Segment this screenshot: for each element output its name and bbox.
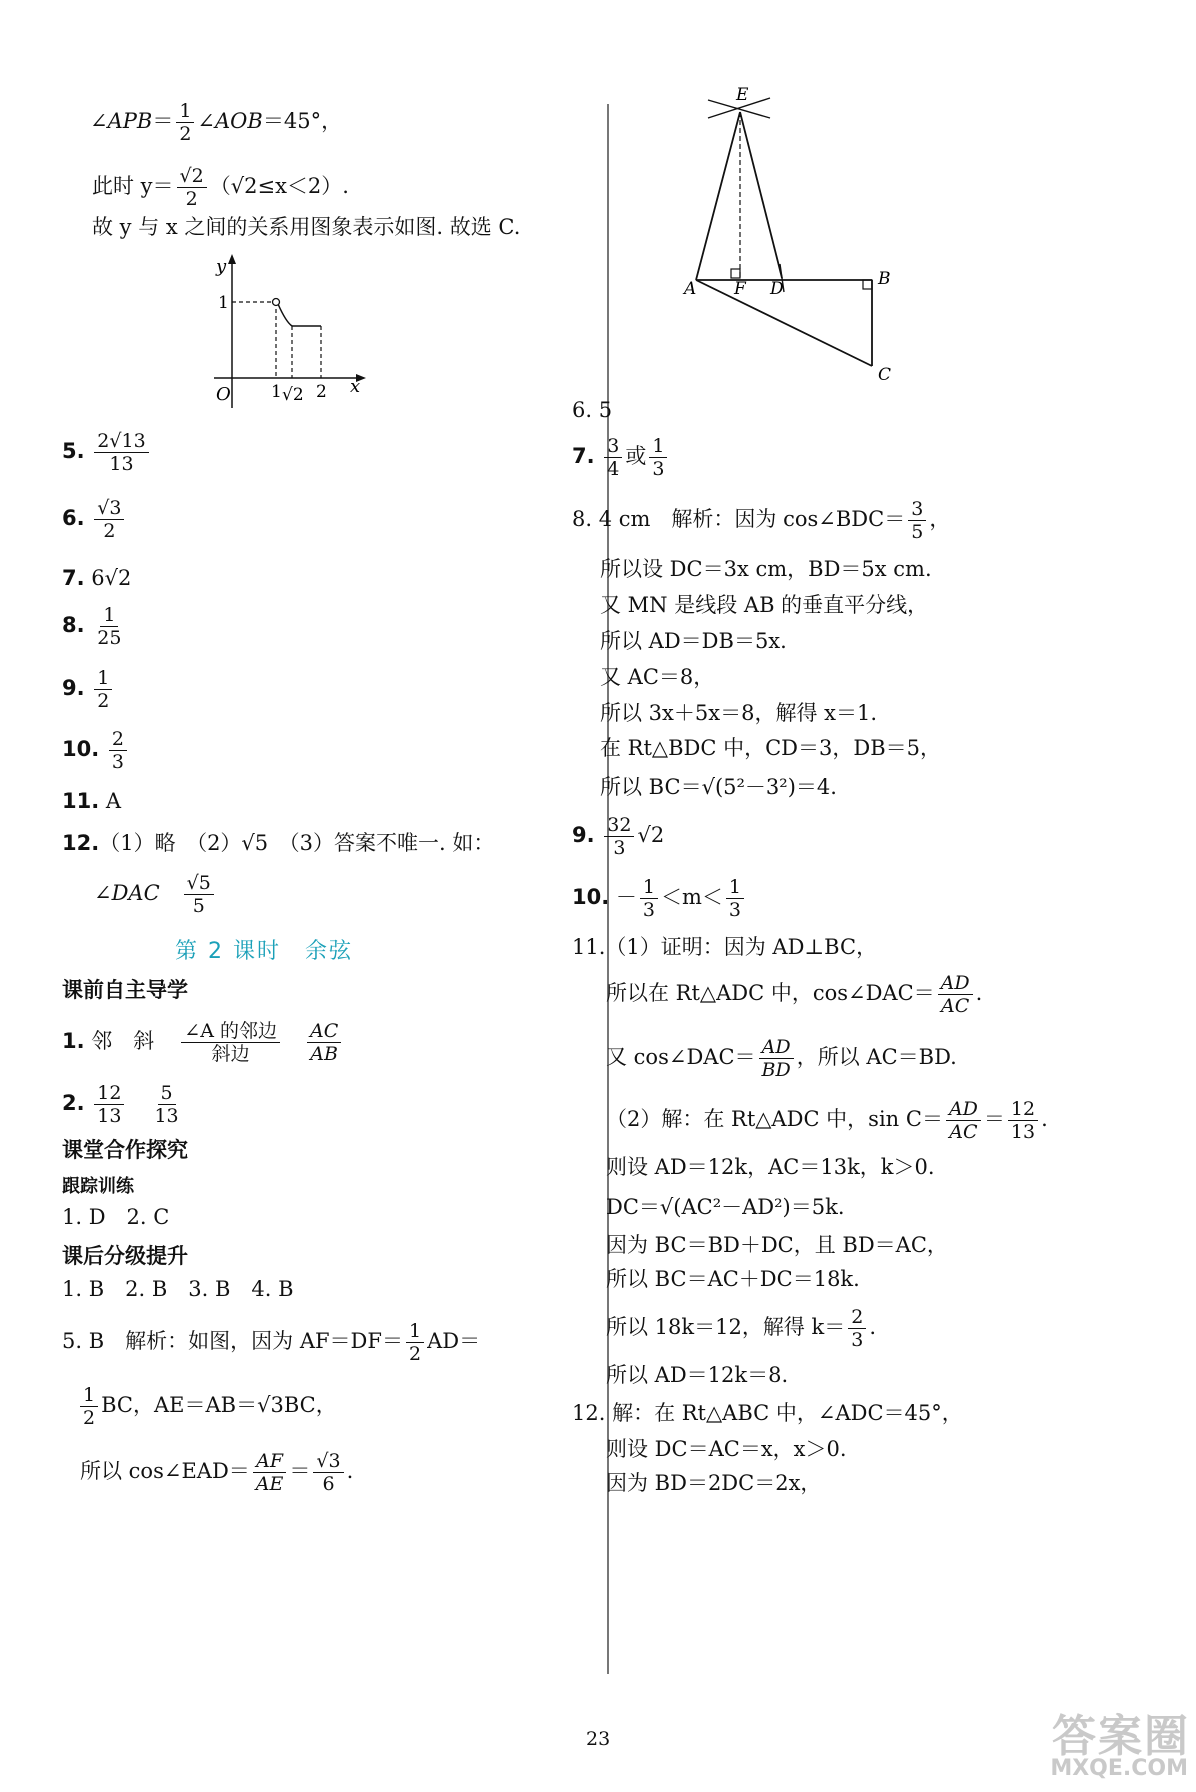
pre-study-2: 2. $\frac{12}{13}$ $\frac{5}{13}$ (62, 1082, 179, 1127)
r11-line4: （2）解：在 Rt△ADC 中，sin C＝ $\frac{AD}{AC}$ ＝ $\frac{12}{13}$ . (606, 1098, 1048, 1143)
answer-r7: 7. $\frac{3}{4}$ 或 $\frac{1}{3}$ (572, 435, 670, 480)
heading-after-class: 课后分级提升 (62, 1244, 188, 1268)
r11-line6: DC＝√(AC²－AD²)＝5k. (606, 1195, 845, 1219)
svg-text:√2: √2 (282, 385, 304, 405)
r8-line3: 又 MN 是线段 AB 的垂直平分线， (600, 593, 929, 617)
origin-label: O (216, 384, 231, 405)
r11-line7: 因为 BC＝BD＋DC，且 BD＝AC， (606, 1233, 948, 1257)
after-class-5: 5. B 解析：如图，因为 AF＝DF＝ $\frac{1}{2}$ AD＝ (62, 1320, 481, 1365)
svg-text:1: 1 (271, 382, 282, 402)
r11-line5: 则设 AD＝12k，AC＝13k，k＞0. (606, 1155, 935, 1179)
answer-12-line2: ∠DAC $\frac{√5}{5}$ (94, 872, 217, 917)
point-d-label: D (770, 279, 784, 299)
point-c-label: C (878, 365, 892, 385)
after-class-5-line3: 所以 cos∠EAD＝ $\frac{AF}{AE}$ ＝ $\frac{√3}{6}$ . (80, 1450, 354, 1495)
answer-10: 10. $\frac{2}{3}$ (62, 728, 130, 773)
r11-line10: 所以 AD＝12k＝8. (606, 1363, 789, 1387)
section-title: 第 2 课时 余弦 (175, 939, 353, 964)
axis-x-label: x (350, 376, 361, 397)
answer-11: 11. A (62, 789, 122, 813)
answer-r9: 9. $\frac{32}{3}$ √2 (572, 814, 665, 859)
line-apb: ∠APB＝ $\frac{1}{2}$ ∠AOB＝45°， (90, 100, 343, 145)
r11-line2: 所以在 Rt△ADC 中，cos∠DAC＝ $\frac{AD}{AC}$ . (606, 972, 983, 1017)
r11-line8: 所以 BC＝AC＋DC＝18k. (606, 1267, 860, 1291)
answer-7: 7. 6√2 (62, 566, 132, 590)
r11-line1: 11.（1）证明：因为 AD⊥BC， (572, 935, 878, 959)
pre-study-1: 1. 邻 斜 $\frac{\text{∠A 的邻边}}{\text{斜边}}$ $\frac{AC}{AB}$ (62, 1020, 344, 1065)
page-number: 23 (586, 1728, 611, 1750)
point-e-label: E (736, 85, 749, 105)
triangle-figure (670, 84, 920, 394)
r12-line2: 则设 DC＝AC＝x，x＞0. (606, 1437, 847, 1461)
answer-8: 8. $\frac{1}{25}$ (62, 604, 122, 649)
answer-r10: 10. － $\frac{1}{3}$ ＜m＜ $\frac{1}{3}$ (572, 876, 747, 921)
answer-9: 9. $\frac{1}{2}$ (62, 667, 115, 712)
subheading-tracking: 跟踪训练 (62, 1176, 134, 1197)
point-f-label: F (734, 279, 746, 299)
axis-y-label: y (216, 256, 227, 277)
r8-line6: 所以 3x＋5x＝8，解得 x＝1. (600, 701, 877, 725)
r8-line4: 所以 AD＝DB＝5x. (600, 629, 787, 653)
r11-line9: 所以 18k＝12，解得 k＝ $\frac{2}{3}$ . (606, 1306, 877, 1351)
tracking-answers: 1. D 2. C (62, 1205, 170, 1229)
svg-text:2: 2 (316, 382, 327, 402)
r8-line7: 在 Rt△BDC 中，CD＝3，DB＝5， (600, 736, 941, 760)
point-a-label: A (684, 279, 697, 299)
point-b-label: B (878, 269, 891, 289)
answer-5: 5. $\frac{2√13}{13}$ (62, 430, 152, 475)
after-class-answers: 1. B 2. B 3. B 4. B (62, 1277, 294, 1301)
answer-r6: 6. 5 (572, 398, 613, 422)
heading-pre-study: 课前自主导学 (62, 978, 188, 1002)
r12-line1: 12. 解：在 Rt△ABC 中，∠ADC＝45°， (572, 1401, 963, 1425)
line-y-value: 此时 y＝ $\frac{√2}{2}$ （√2≤x＜2）. (92, 165, 349, 210)
heading-class-explore: 课堂合作探究 (62, 1138, 188, 1162)
watermark-logo: 答案圈 MXQE.COM (1050, 1711, 1190, 1781)
r8-line2: 所以设 DC＝3x cm，BD＝5x cm. (600, 557, 932, 581)
svg-text:1: 1 (218, 293, 229, 313)
answer-r8: 8. 4 cm 解析：因为 cos∠BDC＝ $\frac{3}{5}$ ， (572, 498, 951, 543)
r8-line8: 所以 BC＝√(5²－3²)＝4. (600, 775, 837, 799)
r8-line5: 又 AC＝8， (600, 665, 715, 689)
function-graph (200, 250, 380, 420)
after-class-5-line2: $\frac{1}{2}$ BC，AE＝AB＝√3BC， (80, 1384, 337, 1429)
line-conclusion: 故 y 与 x 之间的关系用图象表示如图. 故选 C. (92, 215, 521, 239)
answer-12: 12.（1）略 （2）√5 （3）答案不唯一. 如： (62, 831, 495, 855)
r12-line3: 因为 BD＝2DC＝2x， (606, 1471, 822, 1495)
answer-6: 6. $\frac{√3}{2}$ (62, 497, 127, 542)
r11-line3: 又 cos∠DAC＝ $\frac{AD}{BD}$ ，所以 AC＝BD. (606, 1036, 957, 1081)
